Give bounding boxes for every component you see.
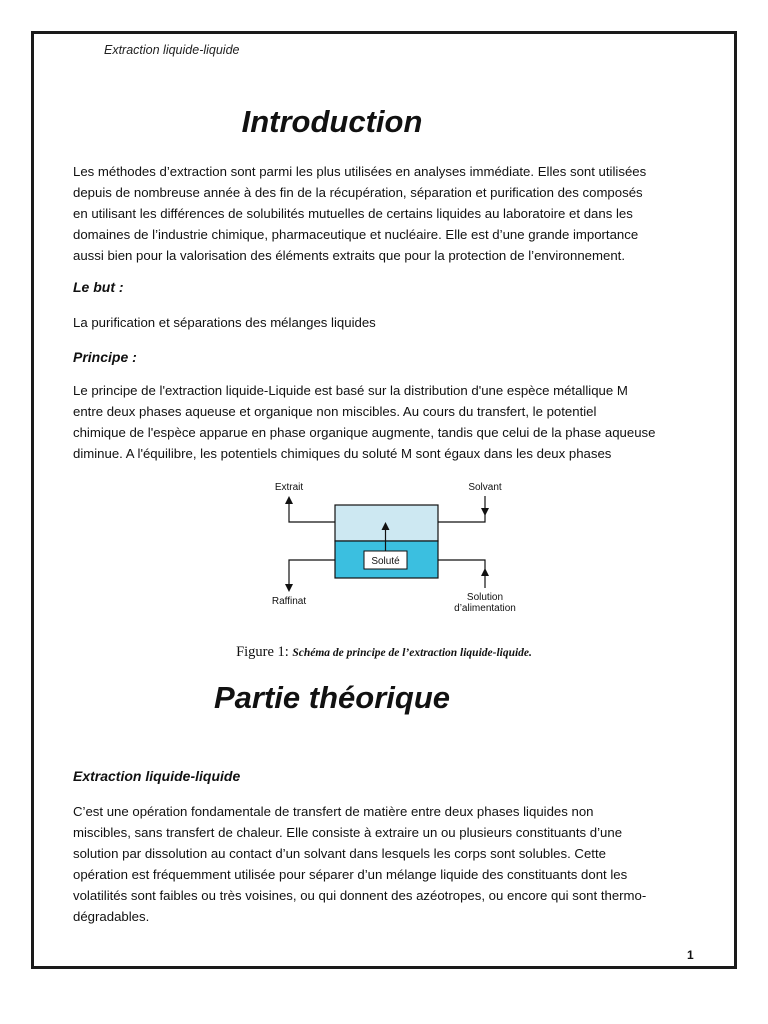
solution-label-line2: d’alimentation — [454, 603, 516, 614]
principe-paragraph — [73, 381, 703, 465]
figure-caption-number: Figure 1: — [236, 644, 289, 660]
raffinat-label: Raffinat — [271, 596, 307, 607]
paragraph-line: C’est une opération fondamentale de transfert de matière entre deux phases liquides non — [73, 804, 594, 819]
solution-label-line1: Solution — [466, 592, 504, 603]
paragraph-line: entre deux phases aqueuse et organique non miscibles. Au cours du transfert, le potentiel — [73, 403, 597, 419]
paragraph-line: volatilités sont faibles ou très voisines, ou qui donnent des azéotropes, ou encore qui sont thermo- — [73, 887, 647, 903]
but-text — [73, 313, 703, 334]
paragraph-line: aussi bien pour la valorisation des éléments extraits que pour la protection de l’environnement. — [73, 247, 625, 263]
paragraph-line: opération est fréquemment utilisée pour séparer d’un mélange liquide des constituants dont les — [73, 866, 628, 882]
paragraph-line: domaines de l’industrie chimique, pharmaceutique et nucléaire. Elle est d’une grande importance — [73, 226, 639, 242]
theory-subheading: Extraction liquide-liquide — [73, 768, 241, 784]
paragraph-line: depuis de nombreuse année à des fin de la récupération, séparation et purification des composés — [73, 184, 643, 200]
paragraph-line: Les méthodes d’extraction sont parmi les plus utilisées en analyses immédiate. Elles sont utilisées — [73, 164, 647, 179]
solvant-label: Solvant — [468, 482, 502, 493]
raffinat-arrowhead — [285, 584, 293, 592]
solute-label: Soluté — [371, 556, 400, 567]
figure-caption — [0, 644, 768, 661]
paragraph-line: dégradables. — [73, 908, 150, 924]
principe-heading: Principe : — [73, 349, 137, 365]
figure-caption-text: Schéma de principe de l’extraction liquide-liquide. — [292, 647, 532, 659]
paragraph-line: chimique de l'espèce apparue en phase organique augmente, tandis que celui de la phase aqueuse — [73, 424, 656, 440]
extraction-diagram — [260, 478, 520, 618]
introduction-title: Introduction — [241, 104, 423, 139]
solution-line — [438, 560, 485, 588]
extrait-label: Extrait — [274, 482, 304, 493]
paragraph-line: La purification et séparations des mélanges liquides — [73, 315, 376, 330]
paragraph-line: diminue. A l'équilibre, les potentiels chimiques du soluté M sont égaux dans les deux phases — [73, 445, 612, 461]
paragraph-line: Le principe de l'extraction liquide-Liquide est basé sur la distribution d'une espèce métallique M — [73, 383, 628, 398]
but-heading: Le but : — [73, 279, 124, 295]
extrait-line — [289, 502, 335, 522]
theory-title: Partie théorique — [214, 680, 450, 715]
page-number: 1 — [687, 948, 694, 962]
introduction-paragraph — [73, 162, 703, 267]
extrait-arrowhead — [285, 496, 293, 504]
solution-arrowhead — [481, 568, 489, 576]
paragraph-line: solution par dissolution au contact d’un solvant dans lesquels les corps sont solubles. Cette — [73, 845, 606, 861]
theory-paragraph — [73, 802, 703, 927]
organic-phase — [335, 505, 438, 541]
paragraph-line: en utilisant les différences de solubilités mutuelles de certains liquides au laboratoire et dans les — [73, 205, 633, 221]
raffinat-line — [289, 560, 335, 588]
solvant-arrowhead — [481, 508, 489, 516]
paragraph-line: miscibles, sans transfert de chaleur. Elle consiste à extraire un ou plusieurs constituants d’une — [73, 824, 623, 840]
solvant-line — [438, 496, 485, 522]
running-header: Extraction liquide-liquide — [104, 43, 240, 57]
